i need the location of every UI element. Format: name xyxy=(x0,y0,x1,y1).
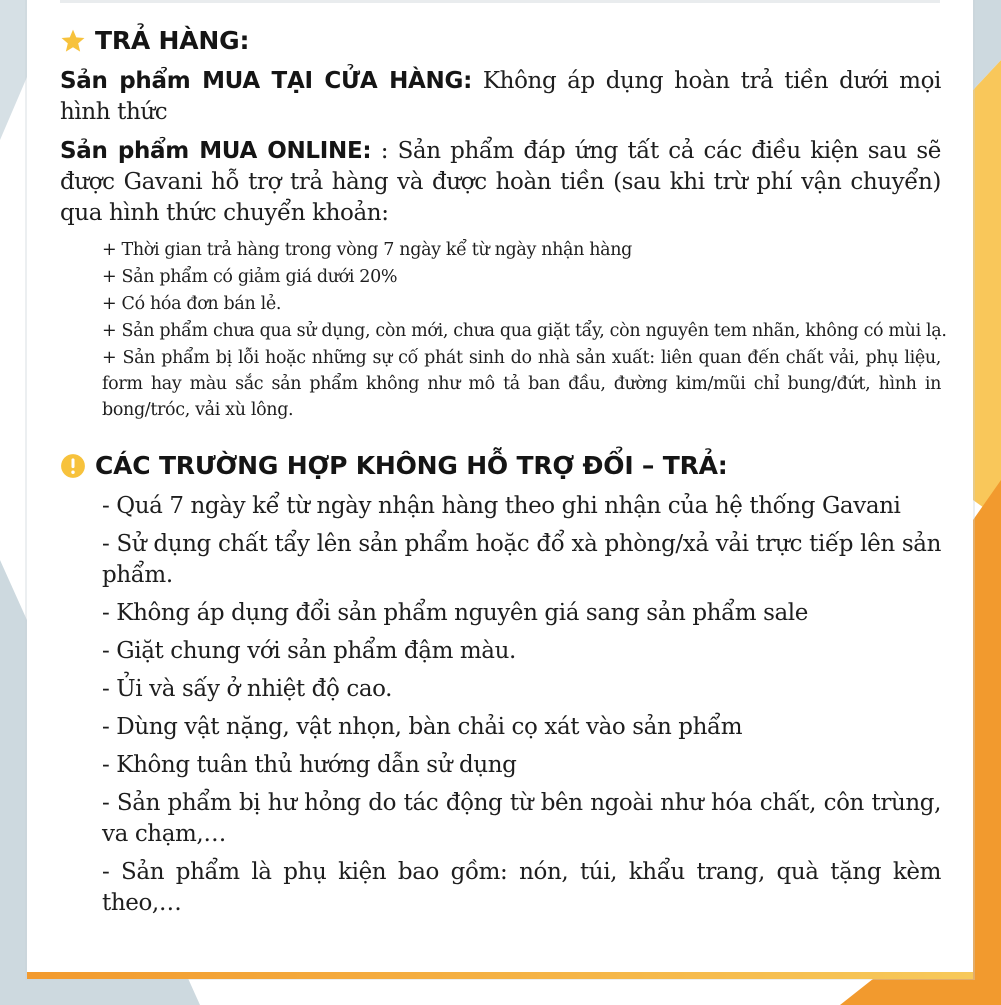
exclusion-heading xyxy=(60,449,941,483)
list-item: + Sản phẩm có giảm giá dưới 20% xyxy=(102,267,398,287)
store-policy-text: Không áp dụng hoàn trả tiền dưới mọi hình thức xyxy=(60,68,941,125)
list-item: - Không áp dụng đổi sản phẩm nguyên giá sang sản phẩm sale xyxy=(102,600,808,626)
list-item: - Quá 7 ngày kể từ ngày nhận hàng theo ghi nhận của hệ thống Gavani xyxy=(102,493,901,519)
exclamation-circle-icon xyxy=(60,453,86,479)
online-policy-text: : Sản phẩm đáp ứng tất cả các điều kiện sau sẽ được Gavani hỗ trợ trả hàng và được hoàn tiền (sau khi trừ phí vận chuyển) qua hình thức chuyển khoản: xyxy=(60,138,941,226)
return-heading-text: TRẢ HÀNG: xyxy=(95,26,250,55)
store-policy-lead: Sản phẩm MUA TẠI CỬA HÀNG: xyxy=(60,68,472,94)
list-item: - Ủi và sấy ở nhiệt độ cao. xyxy=(102,676,393,702)
list-item: - Sử dụng chất tẩy lên sản phẩm hoặc đổ xà phòng/xả vải trực tiếp lên sản phẩm. xyxy=(102,531,941,588)
card-top-divider xyxy=(60,0,940,3)
policy-content xyxy=(60,24,947,926)
list-item: + Sản phẩm chưa qua sử dụng, còn mới, chưa qua giặt tẩy, còn nguyên tem nhãn, không có mùi lạ. xyxy=(102,321,947,341)
online-policy-paragraph xyxy=(60,136,941,229)
list-item: + Sản phẩm bị lỗi hoặc những sự cố phát sinh do nhà sản xuất: liên quan đến chất vải, phụ liệu, form hay màu sắc sản phẩm không như mô tả ban đầu, đường kim/mũi chỉ bung/đứt, hình in bong/tróc, vải xù lông. xyxy=(102,348,941,420)
return-heading xyxy=(60,24,941,58)
exclusion-heading-text: CÁC TRƯỜNG HỢP KHÔNG HỖ TRỢ ĐỔI – TRẢ: xyxy=(95,451,728,480)
list-item: - Không tuân thủ hướng dẫn sử dụng xyxy=(102,752,517,778)
list-item: - Sản phẩm là phụ kiện bao gồm: nón, túi, khẩu trang, quà tặng kèm theo,… xyxy=(102,859,941,916)
bg-yellow-shape-right xyxy=(973,60,1001,520)
star-icon xyxy=(60,28,86,54)
list-item: - Giặt chung với sản phẩm đậm màu. xyxy=(102,638,516,664)
exclusion-list xyxy=(102,491,941,919)
list-item: - Dùng vật nặng, vật nhọn, bàn chải cọ xát vào sản phẩm xyxy=(102,714,743,740)
return-conditions-list xyxy=(102,237,947,423)
list-item: + Có hóa đơn bán lẻ. xyxy=(102,294,282,314)
card-bottom-stripe xyxy=(27,972,973,979)
list-item: - Sản phẩm bị hư hỏng do tác động từ bên ngoài như hóa chất, côn trùng, va chạm,… xyxy=(102,790,941,847)
list-item: + Thời gian trả hàng trong vòng 7 ngày kể từ ngày nhận hàng xyxy=(102,240,633,260)
online-policy-lead: Sản phẩm MUA ONLINE: xyxy=(60,138,372,164)
store-policy-paragraph xyxy=(60,66,941,128)
